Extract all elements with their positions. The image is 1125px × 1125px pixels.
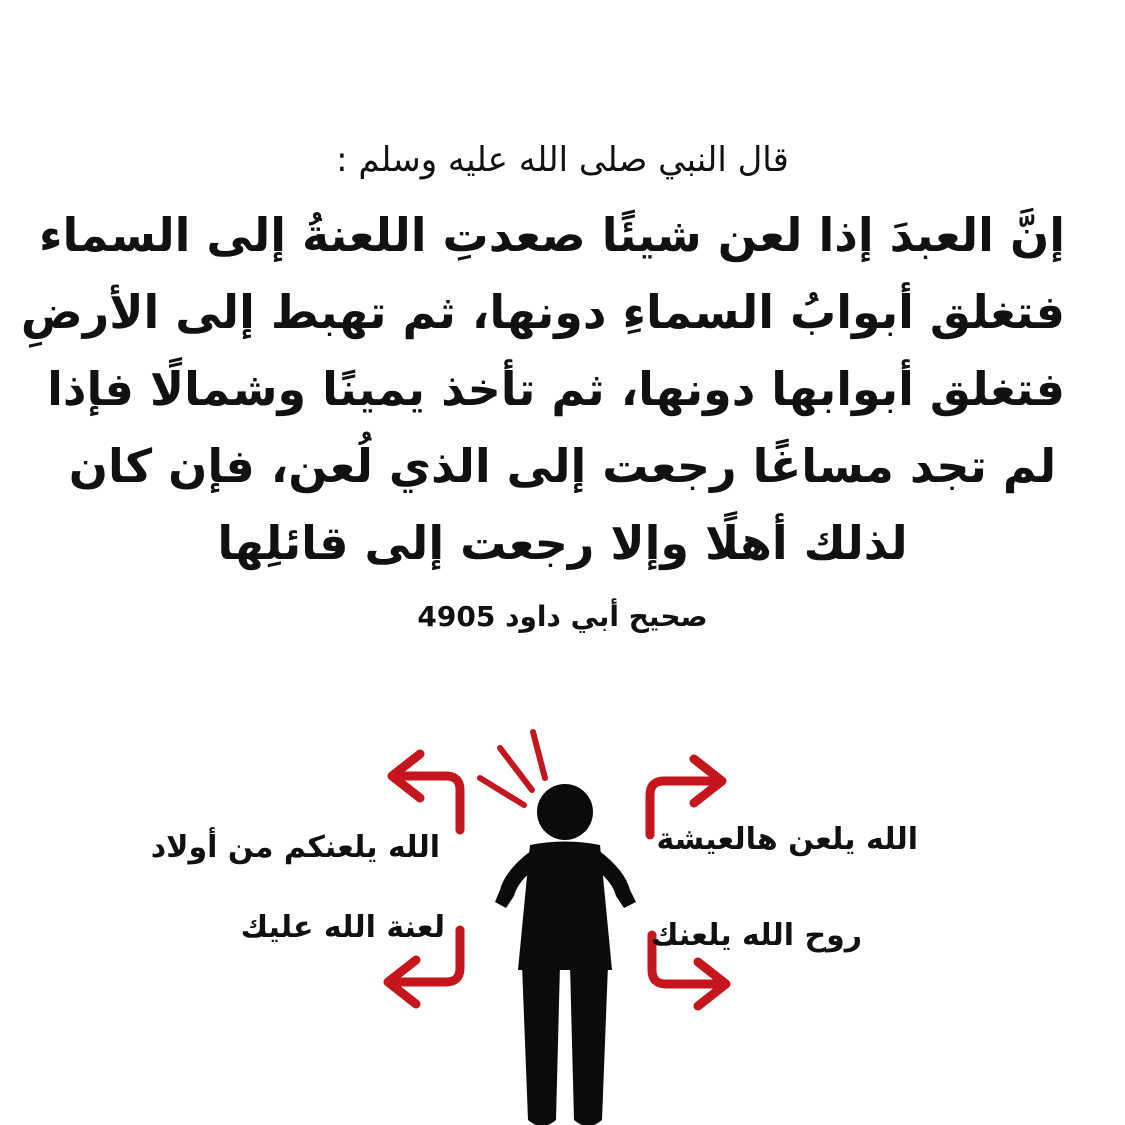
curse-top-right: الله يلعن هالعيشة bbox=[656, 822, 918, 857]
emphasis-line bbox=[480, 778, 524, 805]
illustration bbox=[0, 720, 1125, 1125]
hadith-line-1: إنَّ العبدَ إذا لعن شيئًا صعدتِ اللعنةُ إلى السماء bbox=[38, 208, 1065, 262]
hadith-line-2: فتغلق أبوابُ السماءِ دونها، ثم تهبط إلى الأرضِ bbox=[20, 285, 1065, 339]
emphasis-line bbox=[533, 732, 545, 778]
illustration-graphic bbox=[0, 720, 1125, 1125]
shrugging-person-icon bbox=[495, 784, 636, 1125]
hadith-line-5: لذلك أهلًا وإلا رجعت إلى قائلِها bbox=[217, 516, 908, 570]
hadith-source: صحيح أبي داود 4905 bbox=[417, 600, 708, 633]
curse-top-left: الله يلعنكم من أولاد bbox=[150, 830, 440, 865]
curse-bottom-left: لعنة الله عليك bbox=[240, 910, 445, 945]
person-head bbox=[537, 784, 593, 840]
emphasis-lines-icon bbox=[480, 732, 545, 805]
hadith-line-4: لم تجد مساغًا رجعت إلى الذي لُعن، فإن كان bbox=[68, 439, 1057, 493]
hadith-quote bbox=[20, 135, 1065, 633]
person-left-leg bbox=[522, 965, 560, 1125]
person-right-leg bbox=[570, 965, 608, 1125]
hadith-line-3: فتغلق أبوابها دونها، ثم تأخذ يمينًا وشمالًا فإذا bbox=[47, 362, 1065, 416]
quote-intro: قال النبي صلى الله عليه وسلم : bbox=[336, 140, 789, 180]
emphasis-line bbox=[500, 748, 532, 790]
curse-bottom-right: روح الله يلعنك bbox=[650, 918, 862, 953]
